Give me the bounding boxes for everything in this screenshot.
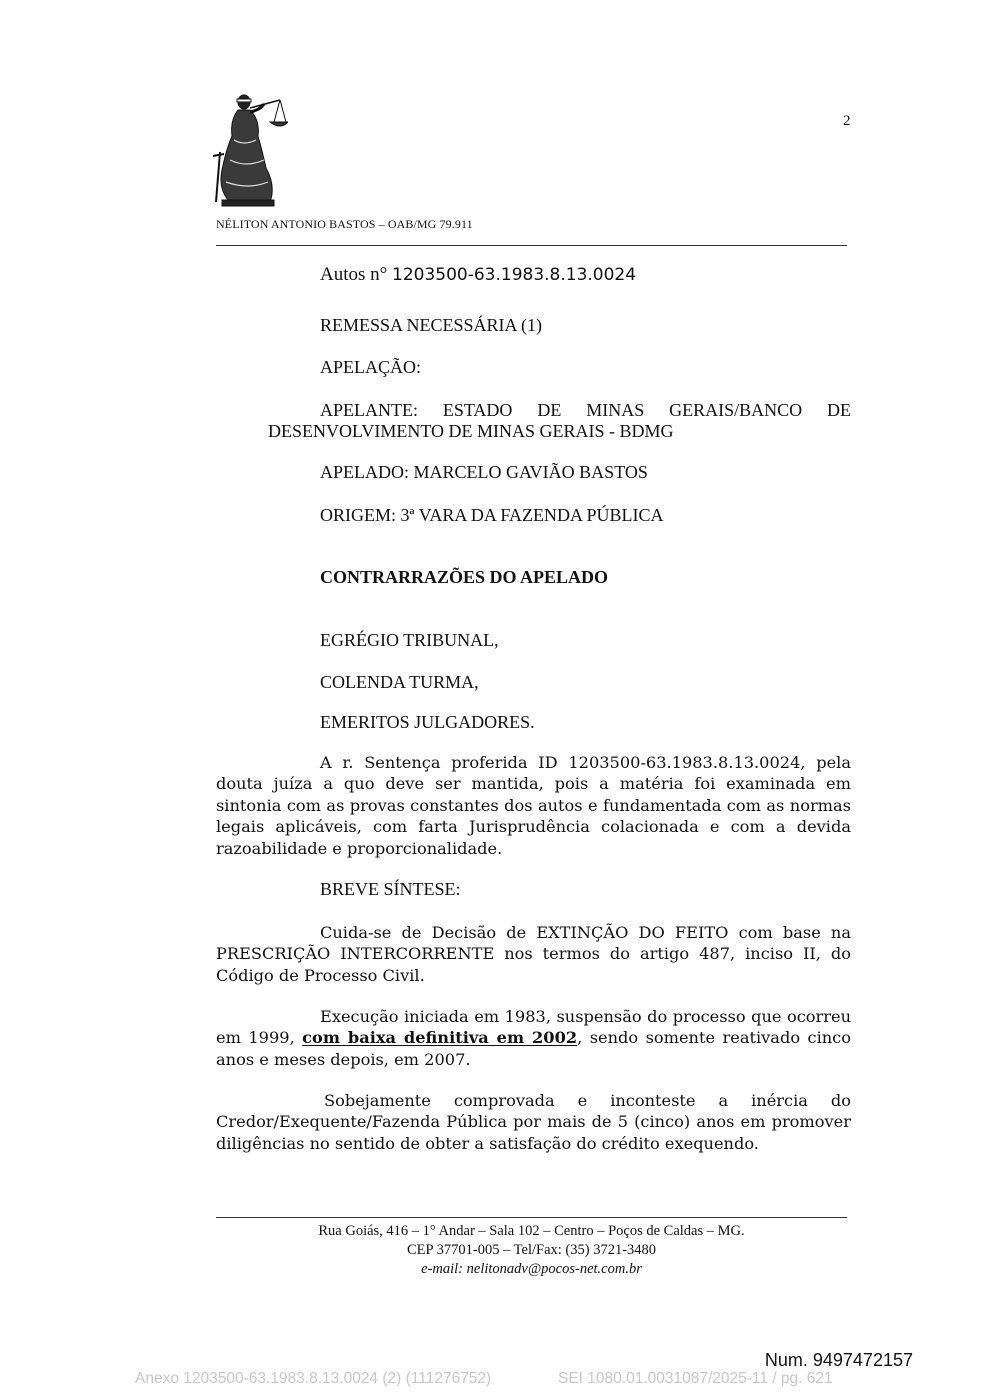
paragraph-sentenca xyxy=(216,752,851,859)
paragraph-execucao-text-a: Execução iniciada em 1983, suspensão do processo que ocorreu em 1999, xyxy=(216,1007,851,1048)
paragraph-sentenca-text: A r. Sentença proferida ID 1203500-63.1983.8.13.0024, pela douta juíza a quo deve ser mantida, pois a matéria foi examinada em sintonia com as provas constantes dos autos e fundamentada com as normas legais aplicáveis, com farta Jurisprudência colacionada e com a devida razoabilidade e proporcionalidade. xyxy=(216,753,851,858)
origem-line: ORIGEM: 3ª VARA DA FAZENDA PÚBLICA xyxy=(320,505,664,525)
paragraph-inercia xyxy=(216,1090,851,1154)
apelante-line-2: DESENVOLVIMENTO DE MINAS GERAIS - BDMG xyxy=(268,421,674,441)
salutation-tribunal: EGRÉGIO TRIBUNAL, xyxy=(320,630,499,650)
footer-address: Rua Goiás, 416 – 1° Andar – Sala 102 – Centro – Poços de Caldas – MG. xyxy=(318,1223,745,1239)
justice-logo xyxy=(208,90,288,210)
author-header: NÉLITON ANTONIO BASTOS – OAB/MG 79.911 xyxy=(216,217,473,231)
breve-sintese-heading: BREVE SÍNTESE: xyxy=(320,879,461,899)
footer-cep-phone: CEP 37701-005 – Tel/Fax: (35) 3721-3480 xyxy=(406,1242,657,1258)
autos-label: Autos n° xyxy=(320,264,388,285)
footer-email-text: e-mail: nelitonadv@pocos-net.com.br xyxy=(421,1261,642,1277)
paragraph-execucao xyxy=(216,1006,851,1070)
autos-number: 1203500-63.1983.8.13.0024 xyxy=(392,265,637,285)
page-number: 2 xyxy=(843,113,851,129)
baixa-definitiva-highlight: com baixa definitiva em 2002 xyxy=(302,1028,578,1048)
apelante-line-1: APELANTE: ESTADO DE MINAS GERAIS/BANCO DE xyxy=(320,400,851,420)
paragraph-execucao-text-c: , sendo somente reativado cinco anos e meses depois, em 2007. xyxy=(216,1028,851,1069)
sei-watermark: SEI 1080.01.0031087/2025-11 / pg. 621 xyxy=(558,1370,833,1387)
apelacao-line: APELAÇÃO: xyxy=(320,357,422,377)
anexo-watermark: Anexo 1203500-63.1983.8.13.0024 (2) (111276752) xyxy=(135,1370,492,1387)
paragraph-extincao xyxy=(216,922,851,986)
salutation-julgadores: EMERITOS JULGADORES. xyxy=(320,712,535,732)
footer-divider xyxy=(216,1217,847,1218)
apelado-line: APELADO: MARCELO GAVIÃO BASTOS xyxy=(320,462,648,482)
paragraph-inercia-text: Sobejamente comprovada e inconteste a inércia do Credor/Exequente/Fazenda Pública por mais de 5 (cinco) anos em promover diligências no sentido de obter a satisfação do crédito exequendo. xyxy=(216,1091,851,1153)
autos-line xyxy=(320,264,636,286)
remessa-line: REMESSA NECESSÁRIA (1) xyxy=(320,315,543,335)
footer-email xyxy=(216,1260,847,1279)
document-number-stamp: Num. 9497472157 xyxy=(764,1350,913,1370)
salutation-turma: COLENDA TURMA, xyxy=(320,672,479,692)
paragraph-extincao-text: Cuida-se de Decisão de EXTINÇÃO DO FEITO com base na PRESCRIÇÃO INTERCORRENTE nos termos do artigo 487, inciso II, do Código de Processo Civil. xyxy=(216,923,851,985)
document-title: CONTRARRAZÕES DO APELADO xyxy=(320,567,609,587)
header-divider xyxy=(216,245,847,246)
